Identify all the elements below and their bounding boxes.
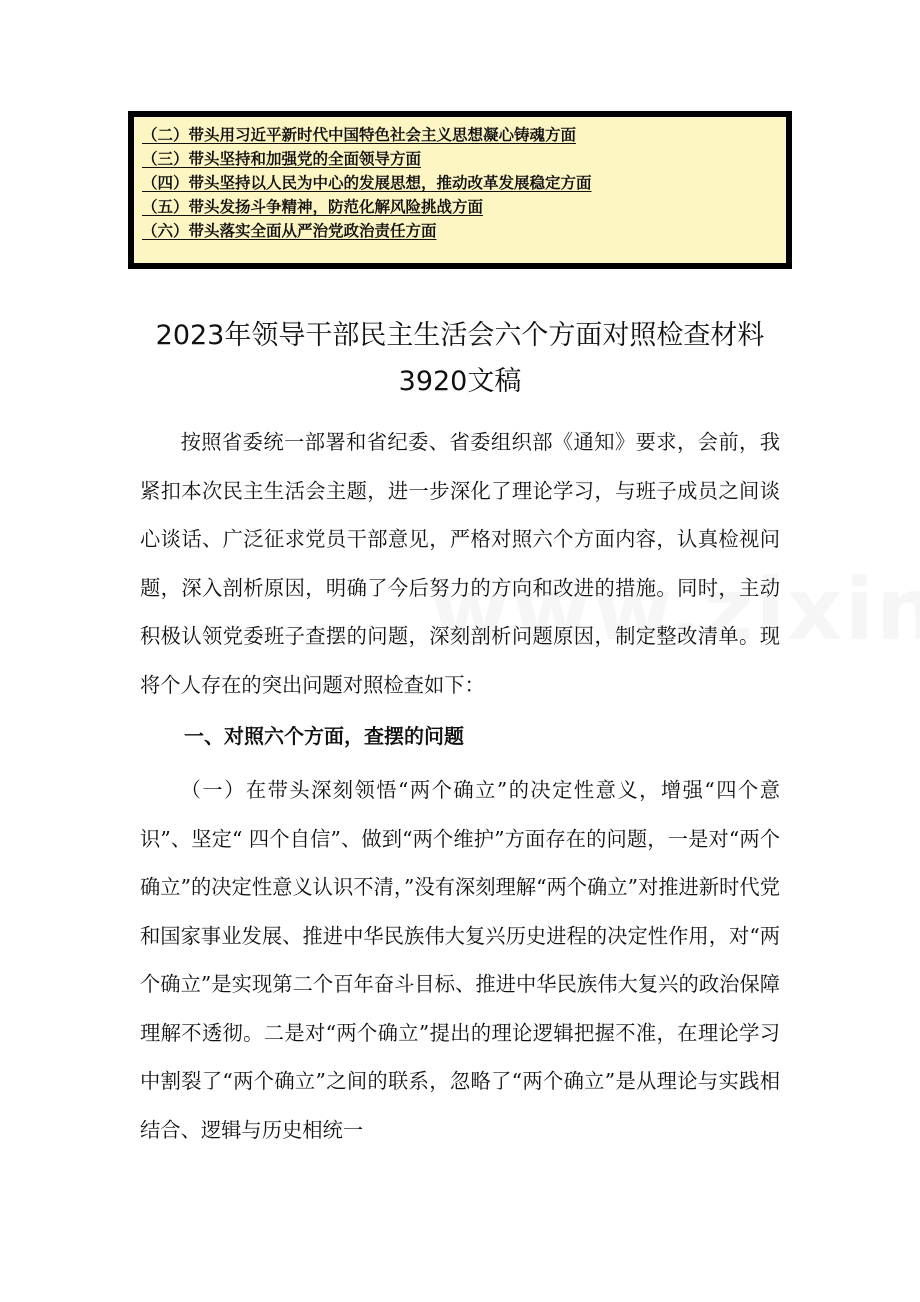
toc-link-4[interactable]: （四）带头坚持以人民为中心的发展思想，推动改革发展稳定方面	[142, 174, 592, 192]
toc-list	[134, 117, 786, 243]
toc-box	[128, 111, 792, 269]
document-title-line-2: 3920文稿	[398, 366, 522, 397]
toc-link-5[interactable]: （五）带头发扬斗争精神，防范化解风险挑战方面	[142, 198, 484, 216]
intro-paragraph: 按照省委统一部署和省纪委、省委组织部《通知》要求，会前，我紧扣本次民主生活会主题，进一步深化了理论学习，与班子成员之间谈心谈话、广泛征求党员干部意见，严格对照六个方面内容，认真检视问题，深入剖析原因，明确了今后努力的方向和改进的措施。同时，主动积极认领党委班子查摆的问题，深刻剖析问题原因，制定整改清单。现将个人存在的突出问题对照检查如下：	[140, 430, 780, 697]
toc-link-2[interactable]: （二）带头用习近平新时代中国特色社会主义思想凝心铸魂方面	[142, 126, 577, 144]
toc-link-6[interactable]: （六）带头落实全面从严治党政治责任方面	[142, 222, 437, 240]
toc-link-3[interactable]: （三）带头坚持和加强党的全面领导方面	[142, 150, 422, 168]
document-title-line-1: 2023年领导干部民主生活会六个方面对照检查材料	[155, 320, 765, 351]
section-1-paragraph-1: （一）在带头深刻领悟“两个确立”的决定性意义，增强“四个意识”、坚定“ 四个自信”、做到“两个维护”方面存在的问题，一是对“两个确立”的决定性意义认识不清，”没有深刻理解“两个确立”对推进新时代党和国家事业发展、推进中华民族伟大复兴历史进程的决定性作用，对“两个确立”是实现第二个百年奋斗目标、推进中华民族伟大复兴的政治保障理解不透彻。二是对“两个确立”提出的理论逻辑把握不准，在理论学习中割裂了“两个确立”之间的联系，忽略了“两个确立”是从理论与实践相结合、逻辑与历史相统一	[140, 778, 780, 1142]
section-heading-1: 一、对照六个方面，查摆的问题	[184, 724, 464, 748]
